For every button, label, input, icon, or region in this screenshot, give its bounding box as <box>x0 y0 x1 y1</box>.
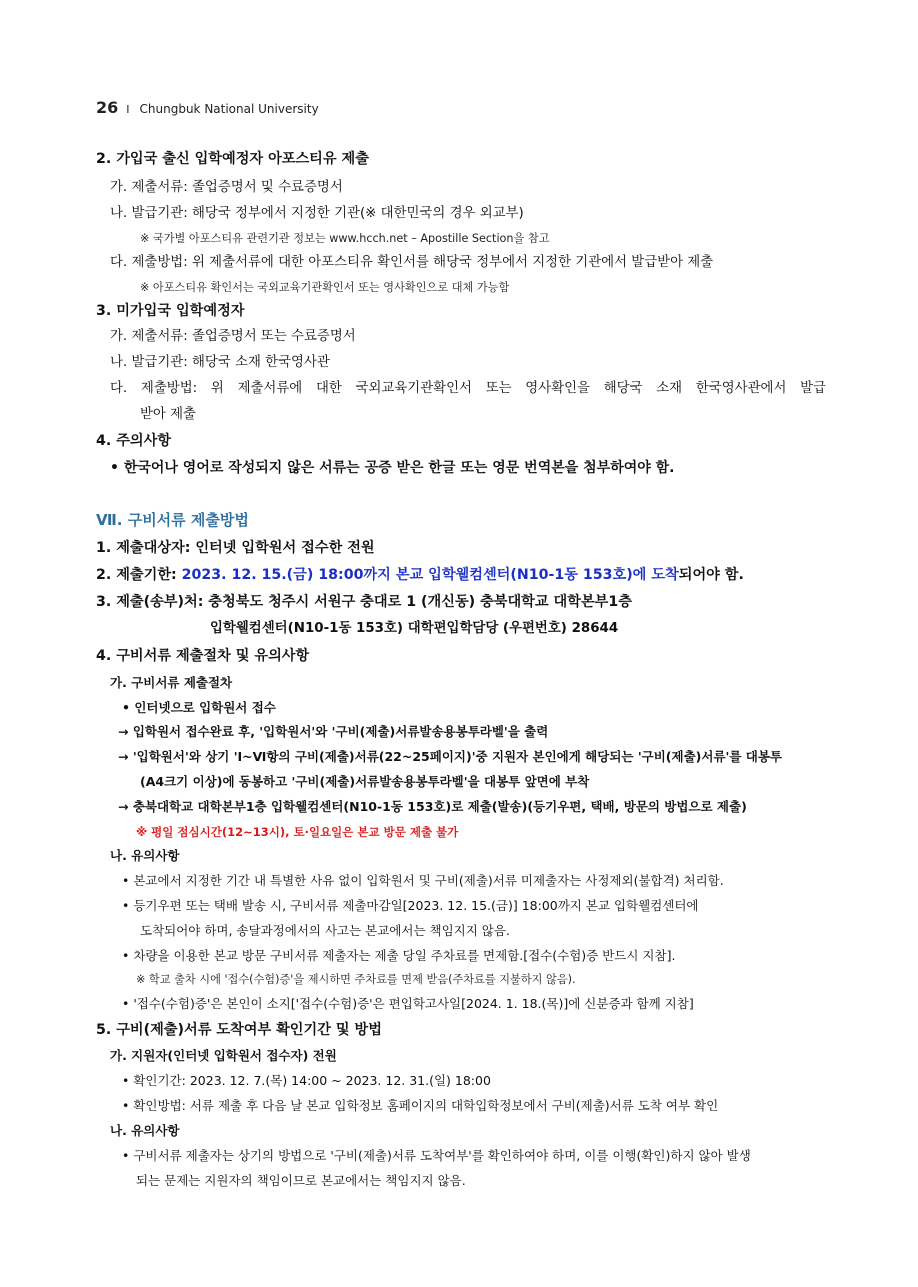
deadline-value: 2023. 12. 15.(금) 18:00까지 본교 입학웰컴센터(N10-1동 153호)에 도착 <box>181 567 679 583</box>
heading-4-procedure: 4. 구비서류 제출절차 및 유의사항 <box>96 648 310 664</box>
item-ga: 가. 제출서류: 졸업증명서 및 수료증명서 <box>110 180 343 195</box>
item-na: 나. 발급기관: 해당국 정부에서 지정한 기관(※ 대한민국의 경우 외교부) <box>110 206 524 221</box>
note: ※ 학교 출차 시에 '접수(수험)증'을 제시하면 주차료를 면제 받음(주차료를 지불하지 않음). <box>136 973 576 986</box>
item-da: 다. 제출방법: 위 제출서류에 대한 아포스티유 확인서를 해당국 정부에서 지정한 기관에서 발급받아 제출 <box>110 255 714 270</box>
step-3-continued: (A4크기 이상)에 동봉하고 '구비(제출)서류발송용봉투라벨'을 대봉투 앞면에 부착 <box>140 774 590 789</box>
item-ga: 가. 제출서류: 졸업증명서 또는 수료증명서 <box>110 329 356 344</box>
item-na: 나. 발급기관: 해당국 소재 한국영사관 <box>110 355 330 370</box>
caution-4: • '접수(수험)증'은 본인이 소지['접수(수험)증'은 편입학고사일[2024. 1. 18.(목)]에 신분증과 함께 지참] <box>122 996 694 1011</box>
submission-target: 1. 제출대상자: 인터넷 입학원서 접수한 전원 <box>96 540 375 556</box>
caution-1: • 본교에서 지정한 기간 내 특별한 사유 없이 입학원서 및 구비(제출)서류 미제출자는 사정제외(불합격) 처리함. <box>122 873 724 888</box>
subheading-na: 나. 유의사항 <box>110 848 180 863</box>
submission-address: 3. 제출(송부)처: 충청북도 청주시 서원구 충대로 1 (개신동) 충북대학교 대학본부1층 <box>96 594 632 610</box>
final-caution: • 구비서류 제출자는 상기의 방법으로 '구비(제출)서류 도착여부'를 확인하여야 하며, 이를 이행(확인)하지 않아 발생 <box>122 1148 751 1163</box>
note: ※ 아포스티유 확인서는 국외교육기관확인서 또는 영사확인으로 대체 가능함 <box>140 281 510 294</box>
header-separator: I <box>126 103 130 116</box>
subheading-ga: 가. 구비서류 제출절차 <box>110 675 233 690</box>
heading-4: 4. 주의사항 <box>96 433 172 449</box>
step-3: → '입학원서'와 상기 'Ⅰ~Ⅵ항의 구비(제출)서류(22~25페이지)'중 지원자 본인에게 해당되는 '구비(제출)서류'를 대봉투 <box>118 749 783 764</box>
caution-2-continued: 도착되어야 하며, 송달과정에서의 사고는 본교에서는 책임지지 않음. <box>140 923 510 938</box>
page-header <box>96 98 319 117</box>
subheading-na: 나. 유의사항 <box>110 1123 180 1138</box>
step-2: → 입학원서 접수완료 후, '입학원서'와 '구비(제출)서류발송용봉투라벨'을 출력 <box>118 724 549 739</box>
warning-note: ※ 평일 점심시간(12~13시), 토·일요일은 본교 방문 제출 불가 <box>136 825 459 839</box>
caution-bullet: • 한국어나 영어로 작성되지 않은 서류는 공증 받은 한글 또는 영문 번역본을 첨부하여야 함. <box>110 460 675 476</box>
step-4: → 충북대학교 대학본부1층 입학웰컴센터(N10-1동 153호)로 제출(발송)(등기우편, 택배, 방문의 방법으로 제출) <box>118 799 747 814</box>
heading-5: 5. 구비(제출)서류 도착여부 확인기간 및 방법 <box>96 1022 382 1038</box>
item-da: 다. 제출방법: 위 제출서류에 대한 국외교육기관확인서 또는 영사확인을 해당국 소재 한국영사관에서 발급 <box>110 381 826 396</box>
caution-2: • 등기우편 또는 택배 발송 시, 구비서류 제출마감일[2023. 12. 15.(금)] 18:00까지 본교 입학웰컴센터에 <box>122 898 699 913</box>
submission-address-continued: 입학웰컴센터(N10-1동 153호) 대학편입학담당 (우편번호) 28644 <box>210 621 619 636</box>
university-name: Chungbuk National University <box>139 102 319 116</box>
deadline-label: 2. 제출기한: <box>96 567 182 583</box>
item-da-continued: 받아 제출 <box>140 407 196 422</box>
page-number: 26 <box>96 98 119 117</box>
heading-3: 3. 미가입국 입학예정자 <box>96 303 245 319</box>
step-1: • 인터넷으로 입학원서 접수 <box>122 700 276 715</box>
note: ※ 국가별 아포스티유 관련기관 정보는 www.hcch.net – Apostille Section을 참고 <box>140 232 550 245</box>
section-7-title: Ⅶ. 구비서류 제출방법 <box>96 511 249 529</box>
final-caution-continued: 되는 문제는 지원자의 책임이므로 본교에서는 책임지지 않음. <box>136 1173 466 1188</box>
deadline-suffix: 되어야 함. <box>678 567 744 583</box>
submission-deadline <box>96 566 744 584</box>
heading-2: 2. 가입국 출신 입학예정자 아포스티유 제출 <box>96 151 369 167</box>
check-period: • 확인기간: 2023. 12. 7.(목) 14:00 ~ 2023. 12. 31.(일) 18:00 <box>122 1073 491 1088</box>
subheading-ga: 가. 지원자(인터넷 입학원서 접수자) 전원 <box>110 1048 337 1063</box>
caution-3: • 차량을 이용한 본교 방문 구비서류 제출자는 제출 당일 주차료를 면제함.[접수(수험)증 반드시 지참]. <box>122 948 676 963</box>
check-method: • 확인방법: 서류 제출 후 다음 날 본교 입학정보 홈페이지의 대학입학정보에서 구비(제출)서류 도착 여부 확인 <box>122 1098 719 1113</box>
